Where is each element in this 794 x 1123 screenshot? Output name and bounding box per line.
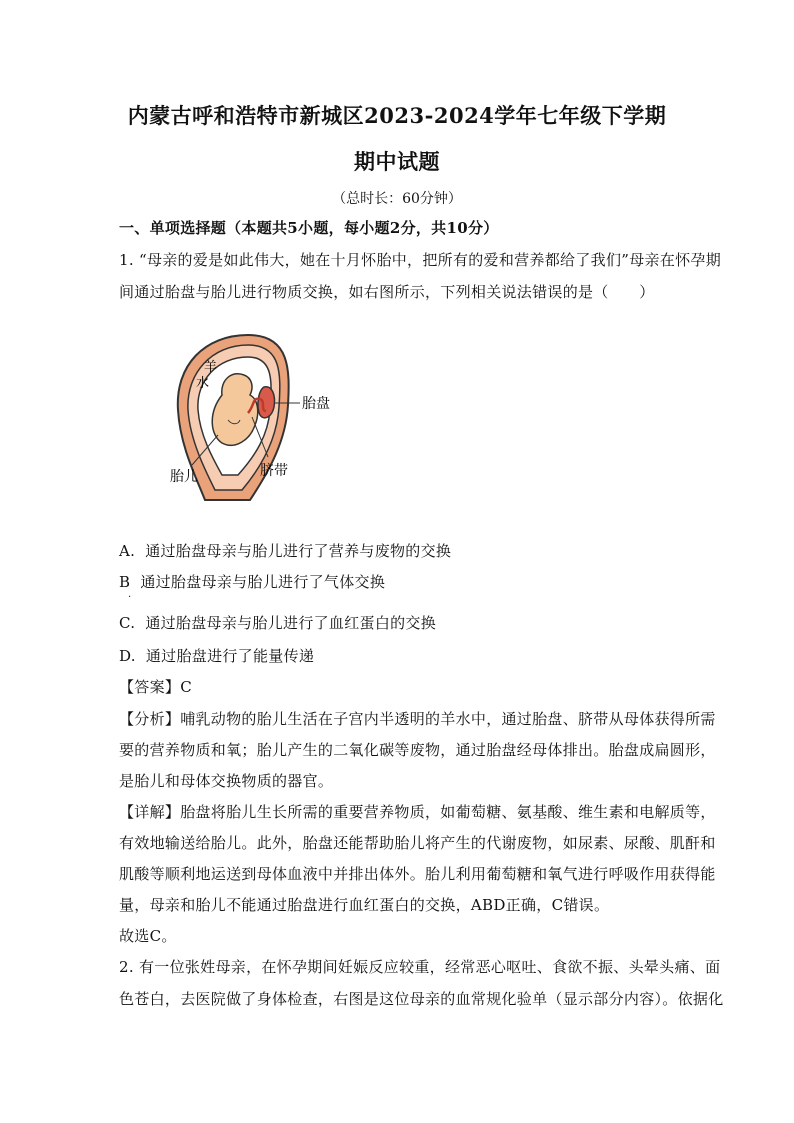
q1-answer: 【答案】C [119,678,192,696]
q1-analysis-line-1: 【分析】哺乳动物的胎儿生活在子宫内半透明的羊水中，通过胎盘、脐带从母体获得所需 [119,710,716,728]
label-amniotic-2: 水 [196,376,210,391]
label-fetus: 胎儿 [170,469,198,485]
q1-analysis-line-2: 要的营养物质和氧；胎儿产生的二氧化碳等废物，通过胎盘经母体排出。胎盘成扁圆形， [119,741,716,759]
q1-analysis-line-3: 是胎儿和母体交换物质的器官。 [119,772,334,790]
q2-stem-line-1: 2. 有一位张姓母亲，在怀孕期间妊娠反应较重，经常恶心呕吐、食欲不振、头晕头痛、面 [119,958,721,976]
option-letter: D. [119,647,136,665]
q2-stem-line-2: 色苍白，去医院做了身体检查，右图是这位母亲的血常规化验单（显示部分内容）。依据化 [119,990,724,1008]
q1-conclusion: 故选C。 [119,927,177,945]
q1-option-d [119,645,679,666]
uterus-fetus-diagram [160,325,360,505]
option-text: 通过胎盘母亲与胎儿进行了营养与废物的交换 [145,542,452,560]
placenta-shape [258,387,275,418]
label-placenta: 胎盘 [302,396,330,412]
exam-duration: （总时长：60分钟） [332,191,462,207]
q1-detail-line-3: 肌酸等顺利地运送到母体血液中并排出体外。胎儿利用葡萄糖和氧气进行呼吸作用获得能 [119,865,716,883]
section-heading: 一、单项选择题（本题共5小题，每小题2分，共10分） [119,219,499,237]
q1-stem-line-1: 1. “母亲的爱是如此伟大，她在十月怀胎中，把所有的爱和营养都给了我们”母亲在怀孕期 [119,251,722,269]
q1-option-b [119,571,679,592]
label-amniotic-1: 羊 [204,360,218,375]
option-text: 通过胎盘母亲与胎儿进行了气体交换 [140,573,386,591]
title-line-2: 期中试题 [354,149,440,174]
q1-stem-line-2: 间通过胎盘与胎儿进行物质交换，如右图所示，下列相关说法错误的是（ ） [119,283,655,301]
q1-detail-line-1: 【详解】胎盘将胎儿生长所需的重要营养物质，如葡萄糖、氨基酸、维生素和电解质等， [119,803,716,821]
q1-option-c [119,612,679,633]
title-line-1: 内蒙古呼和浩特市新城区2023-2024学年七年级下学期 [127,103,667,128]
option-letter: C. [119,614,136,632]
option-text: 通过胎盘母亲与胎儿进行了血红蛋白的交换 [145,614,437,632]
q1-detail-line-4: 量，母亲和胎儿不能通过胎盘进行血红蛋白的交换，ABD正确，C错误。 [119,896,610,914]
stray-dot: . [128,589,132,600]
label-umbilical: 脐带 [260,463,288,479]
option-letter: B [119,573,131,591]
option-text: 通过胎盘进行了能量传递 [145,647,315,665]
q1-detail-line-2: 有效地输送给胎儿。此外，胎盘还能帮助胎儿将产生的代谢废物，如尿素、尿酸、肌酐和 [119,834,716,852]
option-letter: A. [119,542,136,560]
q1-option-a [119,540,679,561]
